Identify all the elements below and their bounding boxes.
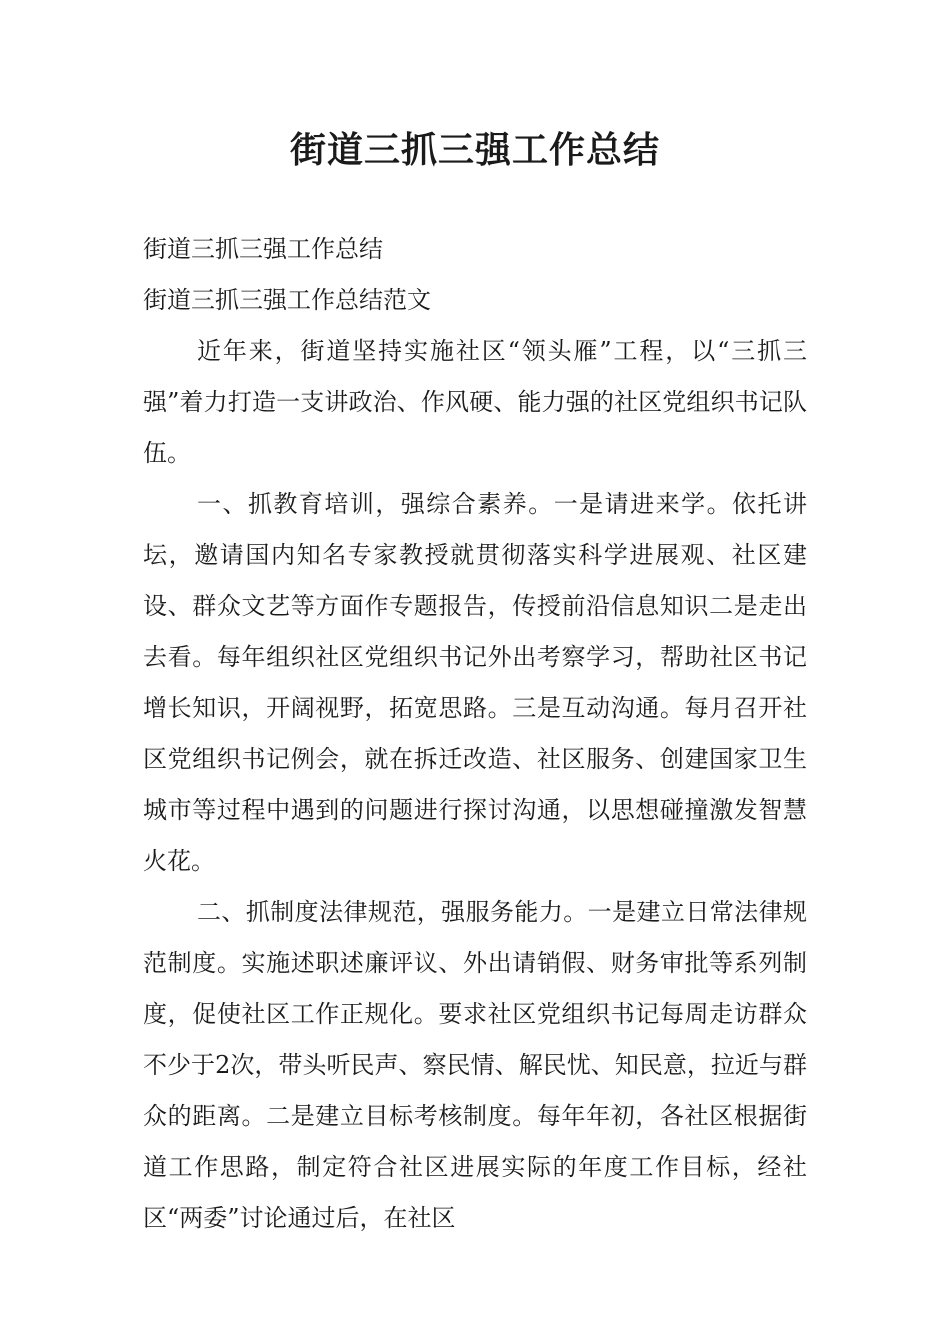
paragraph-intro: 近年来，街道坚持实施社区“领头雁”工程，以“三抓三强”着力打造一支讲政治、作风硬、能力强的社区党组织书记队伍。: [143, 337, 807, 467]
paragraph-section-two: 二、抓制度法律规范，强服务能力。一是建立日常法律规范制度。实施述职述廉评议、外出请销假、财务审批等系列制度，促使社区工作正规化。要求社区党组织书记每周走访群众不少于2次，带头听民声、察民情、解民忧、知民意，拉近与群众的距离。二是建立目标考核制度。每年年初，各社区根据街道工作思路，制定符合社区进展实际的年度工作目标，经社区“两委”讨论通过后，在社区: [143, 898, 807, 1232]
paragraph-section-one: 一、抓教育培训，强综合素养。一是请进来学。依托讲坛，邀请国内知名专家教授就贯彻落实科学进展观、社区建设、群众文艺等方面作专题报告，传授前沿信息知识二是走出去看。每年组织社区党组织书记外出考察学习，帮助社区书记增长知识，开阔视野，拓宽思路。三是互动沟通。每月召开社区党组织书记例会，就在拆迁改造、社区服务、创建国家卫生城市等过程中遇到的问题进行探讨沟通，以思想碰撞激发智慧火花。: [143, 490, 807, 875]
document-body: [143, 224, 807, 1244]
document-heading: 街道三抓三强工作总结: [143, 235, 383, 263]
document-subheading: 街道三抓三强工作总结范文: [143, 286, 431, 314]
document-title: 街道三抓三强工作总结: [289, 130, 660, 171]
